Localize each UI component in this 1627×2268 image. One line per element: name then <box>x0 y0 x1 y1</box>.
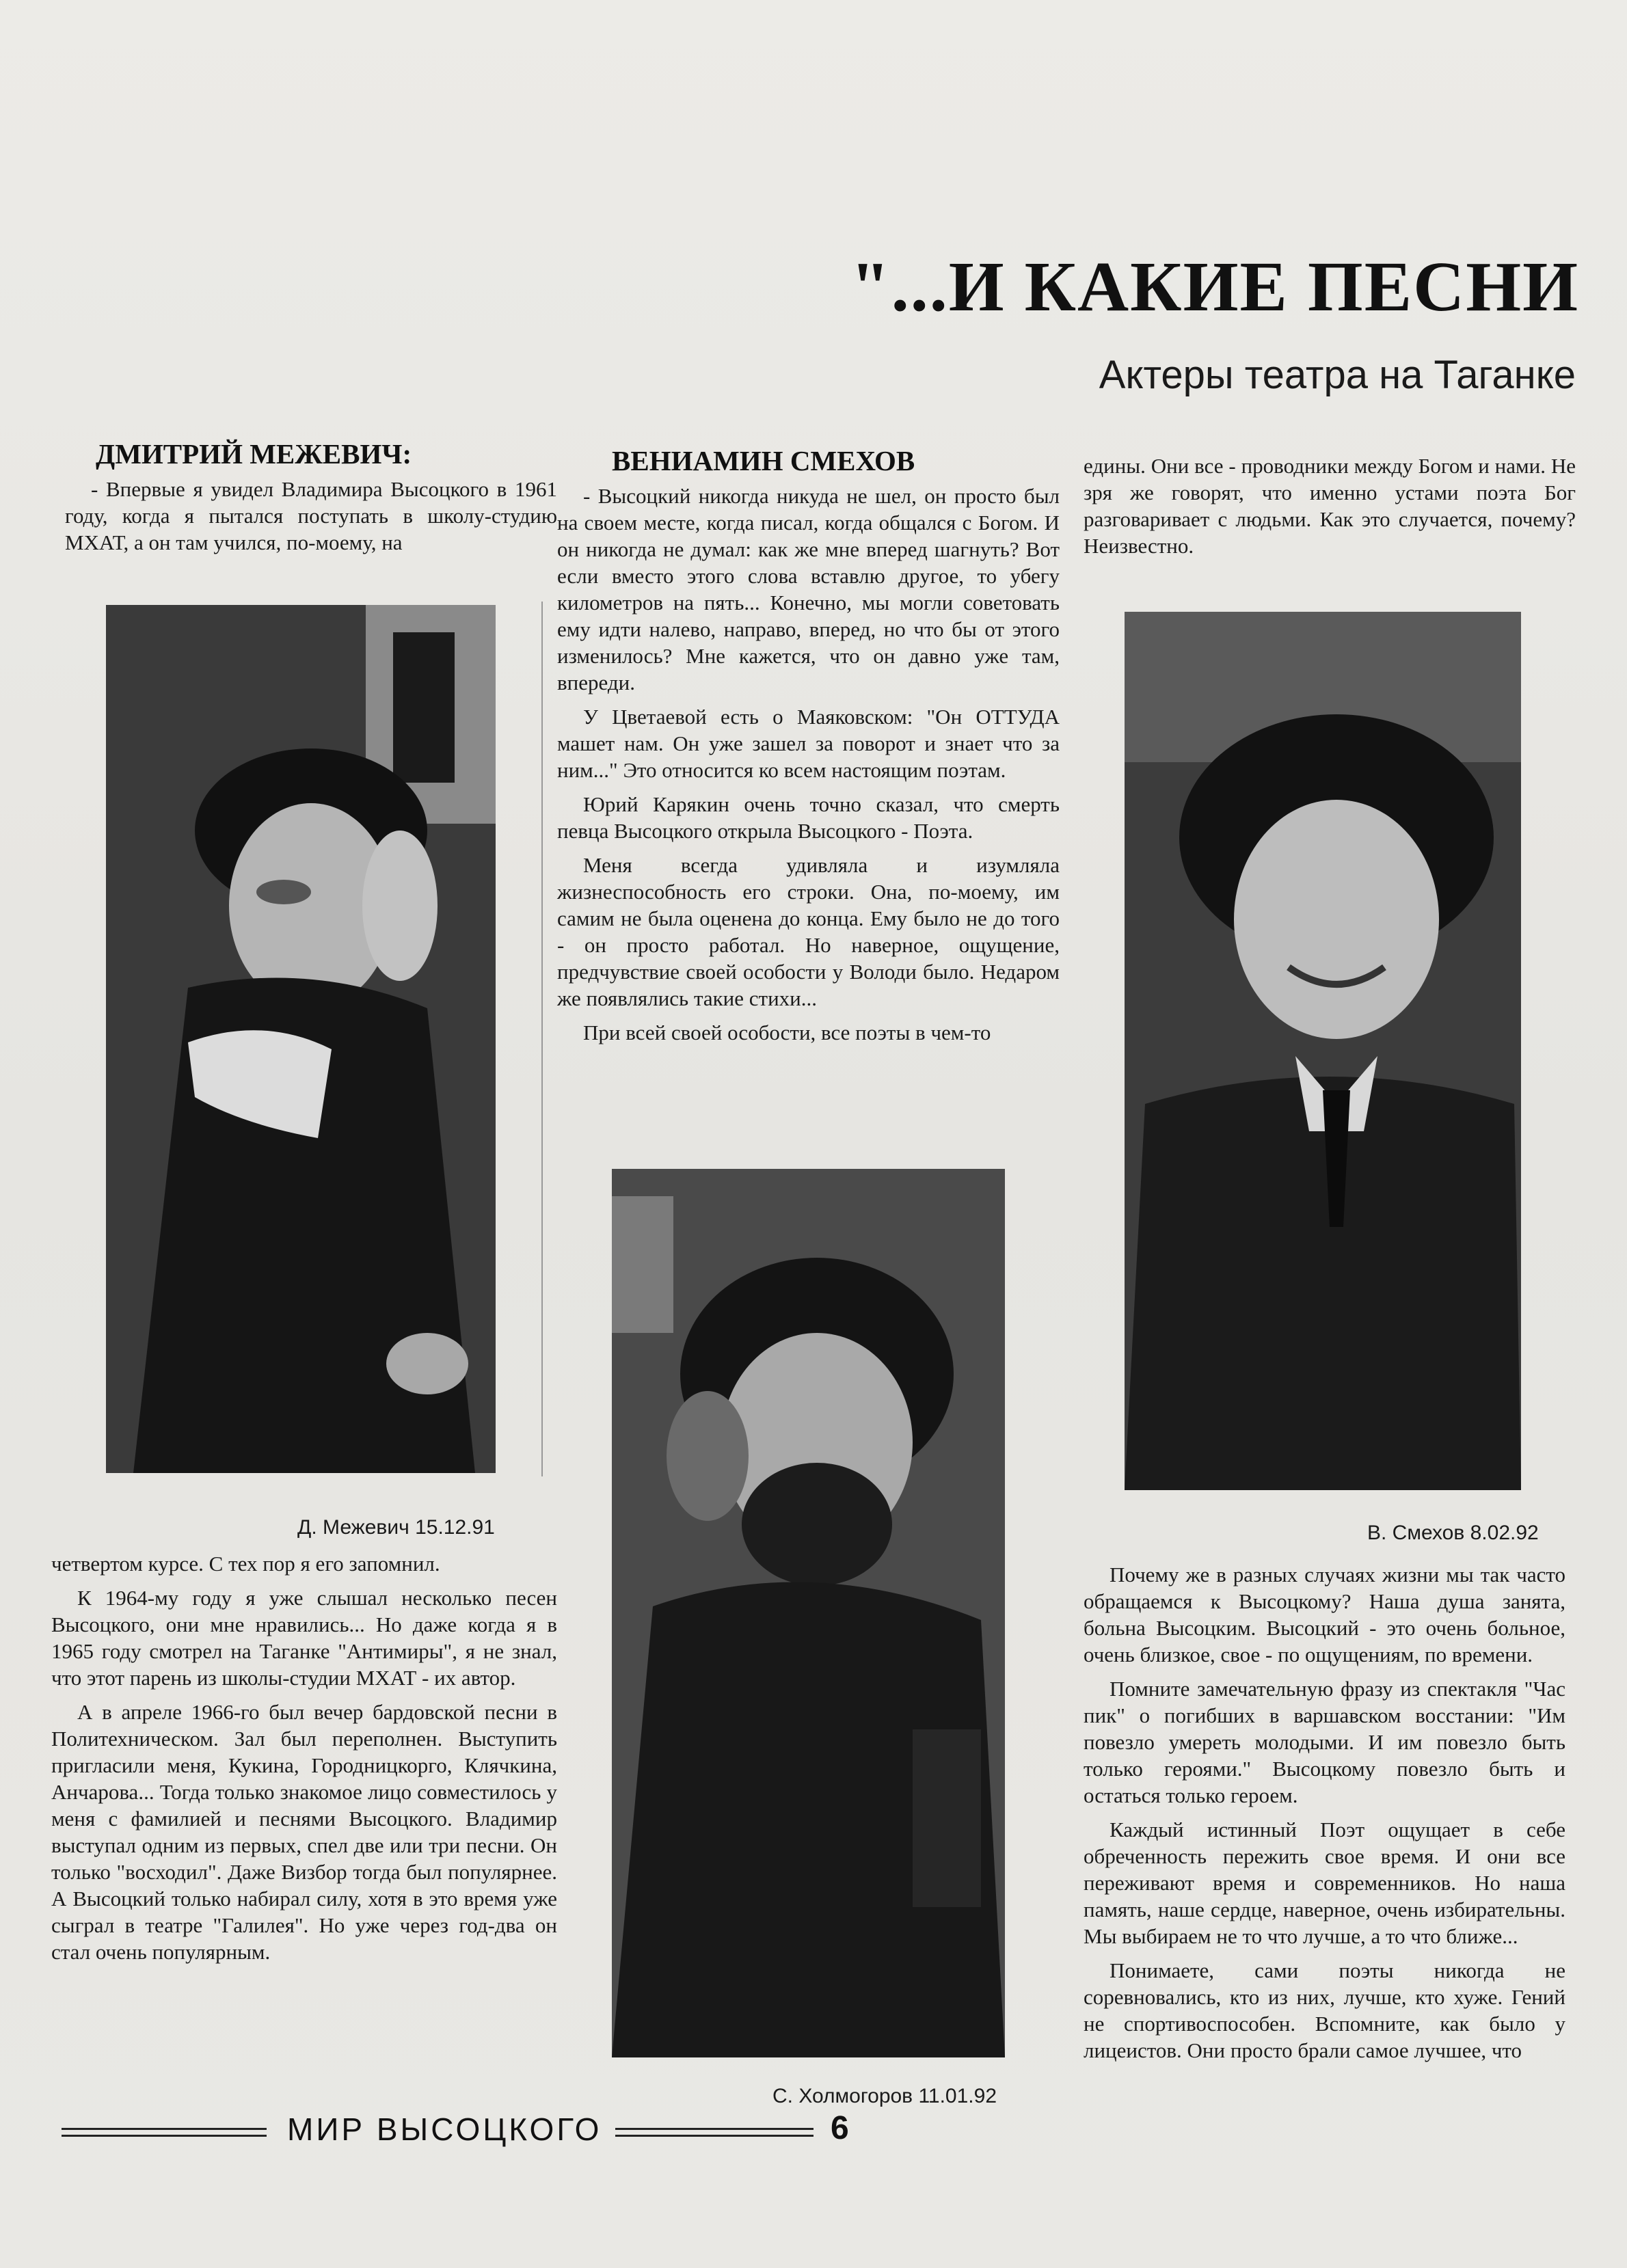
footer-rule-right-2 <box>615 2135 814 2137</box>
paragraph: При всей своей особости, все поэты в чем-то <box>583 1021 991 1044</box>
page-number: 6 <box>831 2110 849 2146</box>
paragraph: четвертом курсе. С тех пор я его запомнил. <box>51 1552 440 1576</box>
paragraph: Помните замечательную фразу из спектакля "Час пик" о погибших в варшавском восстании: "Им повезло умереть молодыми. И им повезло быть только героями." Высоцкому повезло быть и остаться только героем. <box>1084 1677 1565 1807</box>
footer-rule-left-2 <box>62 2135 267 2137</box>
author-mezhevich: ДМИТРИЙ МЕЖЕВИЧ: <box>96 438 412 470</box>
photo-caption-smekhov: В. Смехов 8.02.92 <box>1367 1522 1539 1544</box>
paragraph: - Впервые я увидел Владимира Высоцкого в 1961 году, когда я пытался поступать в школу-студию МХАТ, а он там учился, по-моему, на <box>65 477 557 554</box>
portrait-illustration <box>1125 612 1521 1490</box>
subheadline: Актеры театра на Таганке <box>1099 353 1576 397</box>
paragraph: Понимаете, сами поэты никогда не соревновались, кто из них, лучше, кто хуже. Гений не спортивоспособен. Вспомните, как было у лицеистов. Они просто брали самое лучшее, что <box>1084 1958 1565 2062</box>
paragraph: Каждый истинный Поэт ощущает в себе обреченность пережить свое время. И они все переживают время и современников. Но наша память, наше сердце, наверное, очень избирательны. Мы выбираем не то что лучше, а то что ближе... <box>1084 1818 1565 1948</box>
column-divider <box>541 602 543 1476</box>
mezhevich-intro <box>65 476 557 563</box>
smekhov-col3-top <box>1084 453 1576 567</box>
photo-mezhevich <box>106 605 496 1473</box>
smekhov-col2 <box>557 483 1060 1053</box>
paragraph: едины. Они все - проводники между Богом и нами. Не зря же говорят, что именно устами поэта Бог разговаривает с людьми. Как это случается, почему? Неизвестно. <box>1084 454 1576 558</box>
footer-publication-title: МИР ВЫСОЦКОГО <box>287 2111 602 2147</box>
photo-kholmogorov <box>612 1169 1005 2057</box>
paragraph: Почему же в разных случаях жизни мы так часто обращаемся к Высоцкому? Наша душа занята, больна Высоцким. Высоцкий - это очень больное, очень близкое, свое - по ощущениям, по времени. <box>1084 1563 1565 1666</box>
photo-caption-kholmogorov: С. Холмогоров 11.01.92 <box>772 2085 997 2107</box>
headline: "...И КАКИЕ ПЕСНИ <box>850 247 1579 326</box>
mezhevich-body <box>51 1550 557 1973</box>
author-smekhov: ВЕНИАМИН СМЕХОВ <box>612 445 915 476</box>
portrait-illustration <box>612 1169 1005 2057</box>
portrait-illustration <box>106 605 496 1473</box>
paragraph: Меня всегда удивляла и изумляла жизнеспособность его строки. Она, по-моему, им самим не была оценена до конца. Ему было не до того - он просто работал. Но наверное, ощущение, предчувствие своей особости у Володи было. Недаром же появлялись такие стихи... <box>557 853 1060 1010</box>
photo-smekhov <box>1125 612 1521 1490</box>
paragraph: К 1964-му году я уже слышал несколько песен Высоцкого, они мне нравились... Но даже когда я в 1965 году смотрел на Таганке "Антимиры", я не знал, что этот парень из школы-студии МХАТ - их автор. <box>51 1586 557 1690</box>
footer-rule-right <box>615 2128 814 2130</box>
photo-caption-mezhevich: Д. Межевич 15.12.91 <box>297 1516 495 1539</box>
footer-rule-left <box>62 2128 267 2130</box>
paragraph: А в апреле 1966-го был вечер бардовской песни в Политехническом. Зал был переполнен. Выступить пригласили меня, Кукина, Городницкорго, Клячкина, Анчарова... Тогда только знакомое лицо совместилось у меня с фамилией и песнями Высоцкого. Владимир выступал одним из первых, спел две или три песни. Он только "восходил". Даже Визбор тогда был популярнее. А Высоцкий только набирал силу, хотя в это время уже сыграл в театре "Галилея". Но уже через год-два он стал очень популярным. <box>51 1700 557 1964</box>
paragraph: У Цветаевой есть о Маяковском: "Он ОТТУДА машет нам. Он уже зашел за поворот и знает что за ним..." Это относится ко всем настоящим поэтам. <box>557 705 1060 782</box>
paragraph: Юрий Карякин очень точно сказал, что смерть певца Высоцкого открыла Высоцкого - Поэта. <box>557 792 1060 843</box>
smekhov-col3-body <box>1084 1561 1565 2071</box>
paragraph: - Высоцкий никогда никуда не шел, он просто был на своем месте, когда писал, когда общался с Богом. И он никогда не думал: как же мне вперед шагнуть? Вот если вместо этого слова вставлю другое, то убегу километров на пять... Конечно, мы могли советовать ему идти налево, направо, вперед, но что бы от этого изменилось? Мне кажется, что он давно уже там, впереди. <box>557 484 1060 694</box>
